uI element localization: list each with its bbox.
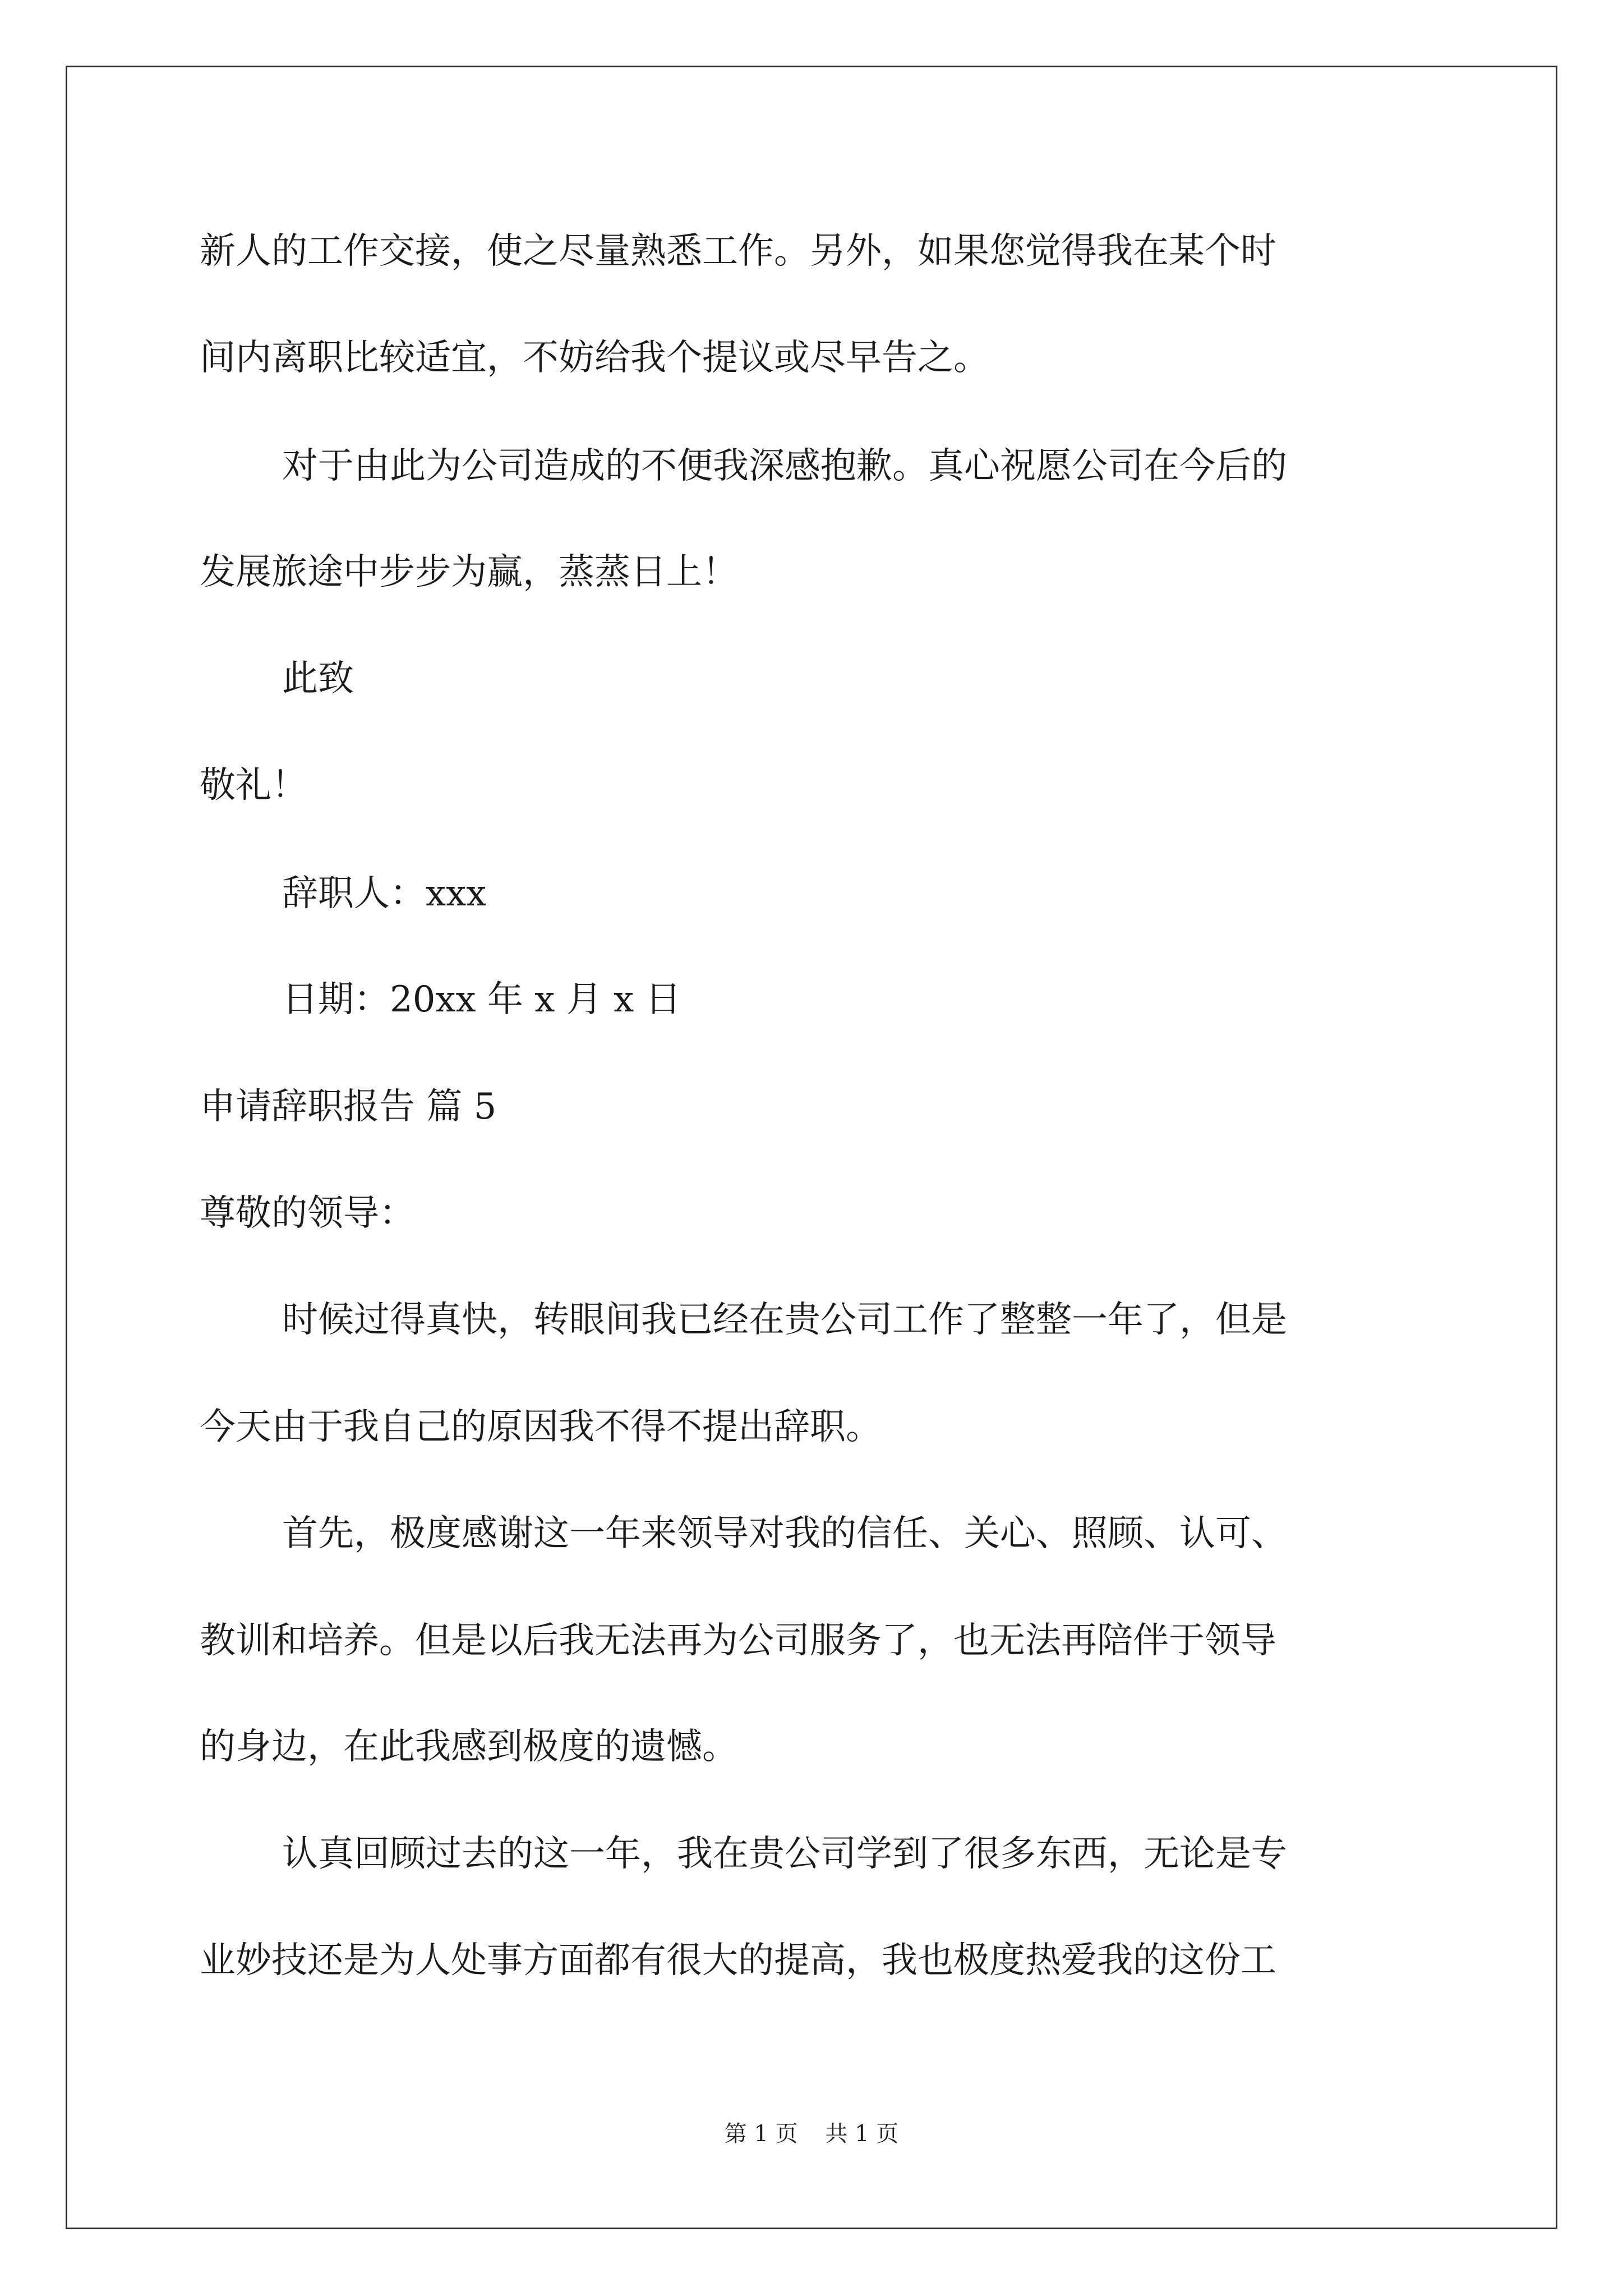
- text-line: 对于由此为公司造成的不便我深感抱歉。真心祝愿公司在今后的: [282, 445, 1287, 487]
- text-line: 间内离职比较适宜，不妨给我个提议或尽早告之。: [200, 337, 989, 379]
- text-line: 教训和培养。但是以后我无法再为公司服务了，也无法再陪伴于领导: [200, 1620, 1276, 1662]
- closing-salutation: 此致: [282, 658, 354, 700]
- date-line: 日期：20xx 年 x 月 x 日: [282, 979, 681, 1020]
- page-border: [66, 66, 1557, 2229]
- text-line: 今天由于我自己的原因我不得不提出辞职。: [200, 1406, 882, 1448]
- text-line: 新人的工作交接，使之尽量熟悉工作。另外，如果您觉得我在某个时: [200, 231, 1276, 272]
- signer: 辞职人：xxx: [282, 873, 487, 914]
- text-line: 发展旅途中步步为赢，蒸蒸日上！: [200, 551, 738, 593]
- salutation: 尊敬的领导：: [200, 1193, 415, 1234]
- text-line: 认真回顾过去的这一年，我在贵公司学到了很多东西，无论是专: [282, 1833, 1287, 1875]
- text-line: 业妙技还是为人处事方面都有很大的提高，我也极度热爱我的这份工: [200, 1940, 1276, 1981]
- section-title: 申请辞职报告 篇 5: [200, 1086, 497, 1128]
- text-line: 首先，极度感谢这一年来领导对我的信任、关心、照顾、认可、: [282, 1513, 1287, 1554]
- closing-regards: 敬礼！: [200, 765, 307, 806]
- text-line: 的身边，在此我感到极度的遗憾。: [200, 1726, 738, 1768]
- page-footer: [0, 2118, 1623, 2150]
- page-total: 共 1 页: [825, 2121, 899, 2147]
- text-line: 时候过得真快，转眼间我已经在贵公司工作了整整一年了，但是: [282, 1299, 1287, 1341]
- page-number: 第 1 页: [724, 2121, 798, 2147]
